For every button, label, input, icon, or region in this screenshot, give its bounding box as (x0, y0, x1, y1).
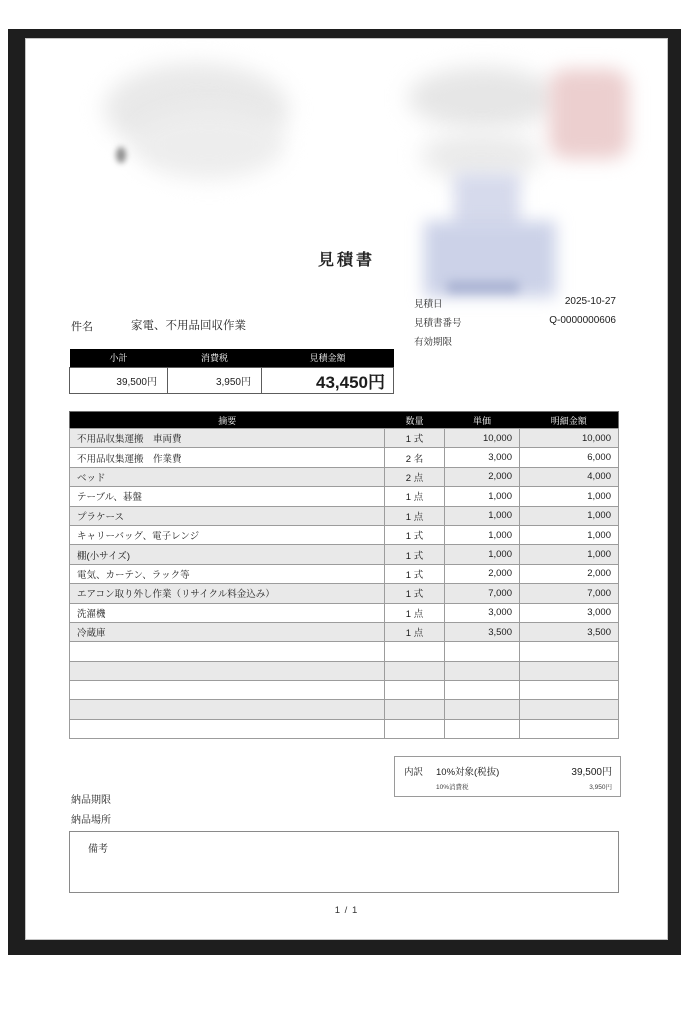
cell-unit_price: 1,000 (445, 506, 520, 525)
breakdown-label: 内訳 (404, 767, 424, 778)
cell-unit_price (445, 719, 520, 738)
table-row (70, 700, 619, 719)
cell-qty: 1 点 (385, 506, 445, 525)
redacted-photo-blur-strip (446, 281, 520, 293)
cell-description: エアコン取り外し作業（リサイクル料金込み） (70, 584, 385, 603)
cell-description (70, 681, 385, 700)
cell-amount: 2,000 (520, 564, 619, 583)
tax-breakdown-box (394, 756, 621, 797)
document-title: 見積書 (317, 252, 375, 269)
company-seal-blur (549, 69, 629, 159)
estimate-date-label: 見積日 (414, 299, 443, 310)
cell-qty: 1 点 (385, 487, 445, 506)
cell-unit_price: 3,000 (445, 448, 520, 467)
cell-amount (520, 661, 619, 680)
cell-amount: 1,000 (520, 506, 619, 525)
delivery-place-label: 納品場所 (71, 815, 111, 826)
cell-unit_price: 2,000 (445, 467, 520, 486)
estimate-total-value: 43,450円 (262, 367, 394, 393)
cell-description: プラケース (70, 506, 385, 525)
cell-qty: 1 点 (385, 622, 445, 641)
cell-qty: 1 式 (385, 525, 445, 544)
table-row (70, 506, 619, 525)
cell-amount: 1,000 (520, 487, 619, 506)
table-row (70, 487, 619, 506)
tax-value: 3,950円 (168, 367, 262, 393)
breakdown-10pct-value: 39,500円 (571, 767, 612, 778)
cell-unit_price: 7,000 (445, 584, 520, 603)
cell-unit_price: 1,000 (445, 525, 520, 544)
cell-qty: 1 式 (385, 429, 445, 448)
cell-qty (385, 642, 445, 661)
table-row (70, 719, 619, 738)
breakdown-10pct-label: 10%対象(税抜) (436, 767, 500, 778)
cell-amount: 3,500 (520, 622, 619, 641)
items-table-body (70, 429, 619, 739)
cell-unit_price: 1,000 (445, 487, 520, 506)
cell-amount: 1,000 (520, 525, 619, 544)
cell-amount (520, 719, 619, 738)
items-col-unit-price: 単価 (445, 412, 520, 429)
cell-amount: 3,000 (520, 603, 619, 622)
cell-description: 棚(小サイズ) (70, 545, 385, 564)
items-col-description: 摘要 (70, 412, 385, 429)
table-row (70, 584, 619, 603)
table-row (70, 661, 619, 680)
cell-amount (520, 700, 619, 719)
breakdown-tax-label: 10%消費税 (436, 784, 469, 791)
cell-amount: 7,000 (520, 584, 619, 603)
items-col-quantity: 数量 (385, 412, 445, 429)
cell-unit_price: 3,500 (445, 622, 520, 641)
table-row (70, 545, 619, 564)
summary-col-tax: 消費税 (168, 349, 262, 367)
cell-description: 洗濯機 (70, 603, 385, 622)
estimate-number-value: Q-0000000606 (549, 315, 616, 326)
redacted-company-info-blur (408, 67, 558, 129)
cell-qty: 1 点 (385, 603, 445, 622)
subject-label: 件名 (71, 321, 93, 333)
cell-unit_price (445, 700, 520, 719)
cell-amount: 1,000 (520, 545, 619, 564)
subtotal-value: 39,500円 (70, 367, 168, 393)
estimate-number-label: 見積書番号 (414, 318, 462, 329)
cell-amount: 4,000 (520, 467, 619, 486)
redacted-recipient-blur-2 (134, 109, 284, 179)
cell-amount: 6,000 (520, 448, 619, 467)
cell-qty: 2 点 (385, 467, 445, 486)
table-row (70, 448, 619, 467)
summary-header-row (70, 349, 394, 367)
estimate-date-value: 2025-10-27 (564, 296, 616, 307)
cell-description (70, 661, 385, 680)
summary-col-total: 見積金額 (262, 349, 394, 367)
delivery-deadline-label: 納品期限 (71, 795, 111, 806)
cell-unit_price (445, 681, 520, 700)
table-row (70, 564, 619, 583)
cell-description: 冷蔵庫 (70, 622, 385, 641)
estimate-page (25, 38, 668, 940)
cell-qty (385, 700, 445, 719)
cell-description: テーブル、碁盤 (70, 487, 385, 506)
pdf-viewer-frame (8, 29, 681, 955)
table-row (70, 681, 619, 700)
redacted-ink-smudge (116, 147, 126, 163)
cell-amount: 10,000 (520, 429, 619, 448)
cell-description: 電気、カーテン、ラック等 (70, 564, 385, 583)
cell-description: 不用品収集運搬 車両費 (70, 429, 385, 448)
remarks-box (69, 831, 619, 893)
cell-description (70, 700, 385, 719)
cell-qty: 1 式 (385, 545, 445, 564)
cell-qty: 1 式 (385, 564, 445, 583)
cell-qty: 1 式 (385, 584, 445, 603)
cell-qty (385, 681, 445, 700)
subject-value: 家電、不用品回収作業 (131, 320, 246, 332)
cell-unit_price: 2,000 (445, 564, 520, 583)
cell-description (70, 642, 385, 661)
cell-qty (385, 661, 445, 680)
cell-description (70, 719, 385, 738)
cell-unit_price: 3,000 (445, 603, 520, 622)
cell-description: キャリーバッグ、電子レンジ (70, 525, 385, 544)
table-row (70, 429, 619, 448)
cell-description: ベッド (70, 467, 385, 486)
expiry-label: 有効期限 (414, 337, 453, 348)
items-header-row (70, 412, 619, 429)
table-row (70, 467, 619, 486)
cell-qty: 2 名 (385, 448, 445, 467)
table-row (70, 642, 619, 661)
items-col-amount: 明細金額 (520, 412, 619, 429)
breakdown-tax-value: 3,950円 (589, 784, 612, 791)
summary-table (69, 349, 394, 394)
cell-unit_price (445, 642, 520, 661)
table-row (70, 603, 619, 622)
summary-value-row (70, 367, 394, 393)
cell-unit_price: 1,000 (445, 545, 520, 564)
cell-qty (385, 719, 445, 738)
summary-col-subtotal: 小計 (70, 349, 168, 367)
cell-unit_price (445, 661, 520, 680)
cell-amount (520, 681, 619, 700)
table-row (70, 622, 619, 641)
line-items-table (69, 411, 619, 739)
cell-description: 不用品収集運搬 作業費 (70, 448, 385, 467)
table-row (70, 525, 619, 544)
page-indicator: 1 / 1 (334, 905, 359, 916)
remarks-label: 備考 (88, 844, 108, 855)
cell-unit_price: 10,000 (445, 429, 520, 448)
cell-amount (520, 642, 619, 661)
